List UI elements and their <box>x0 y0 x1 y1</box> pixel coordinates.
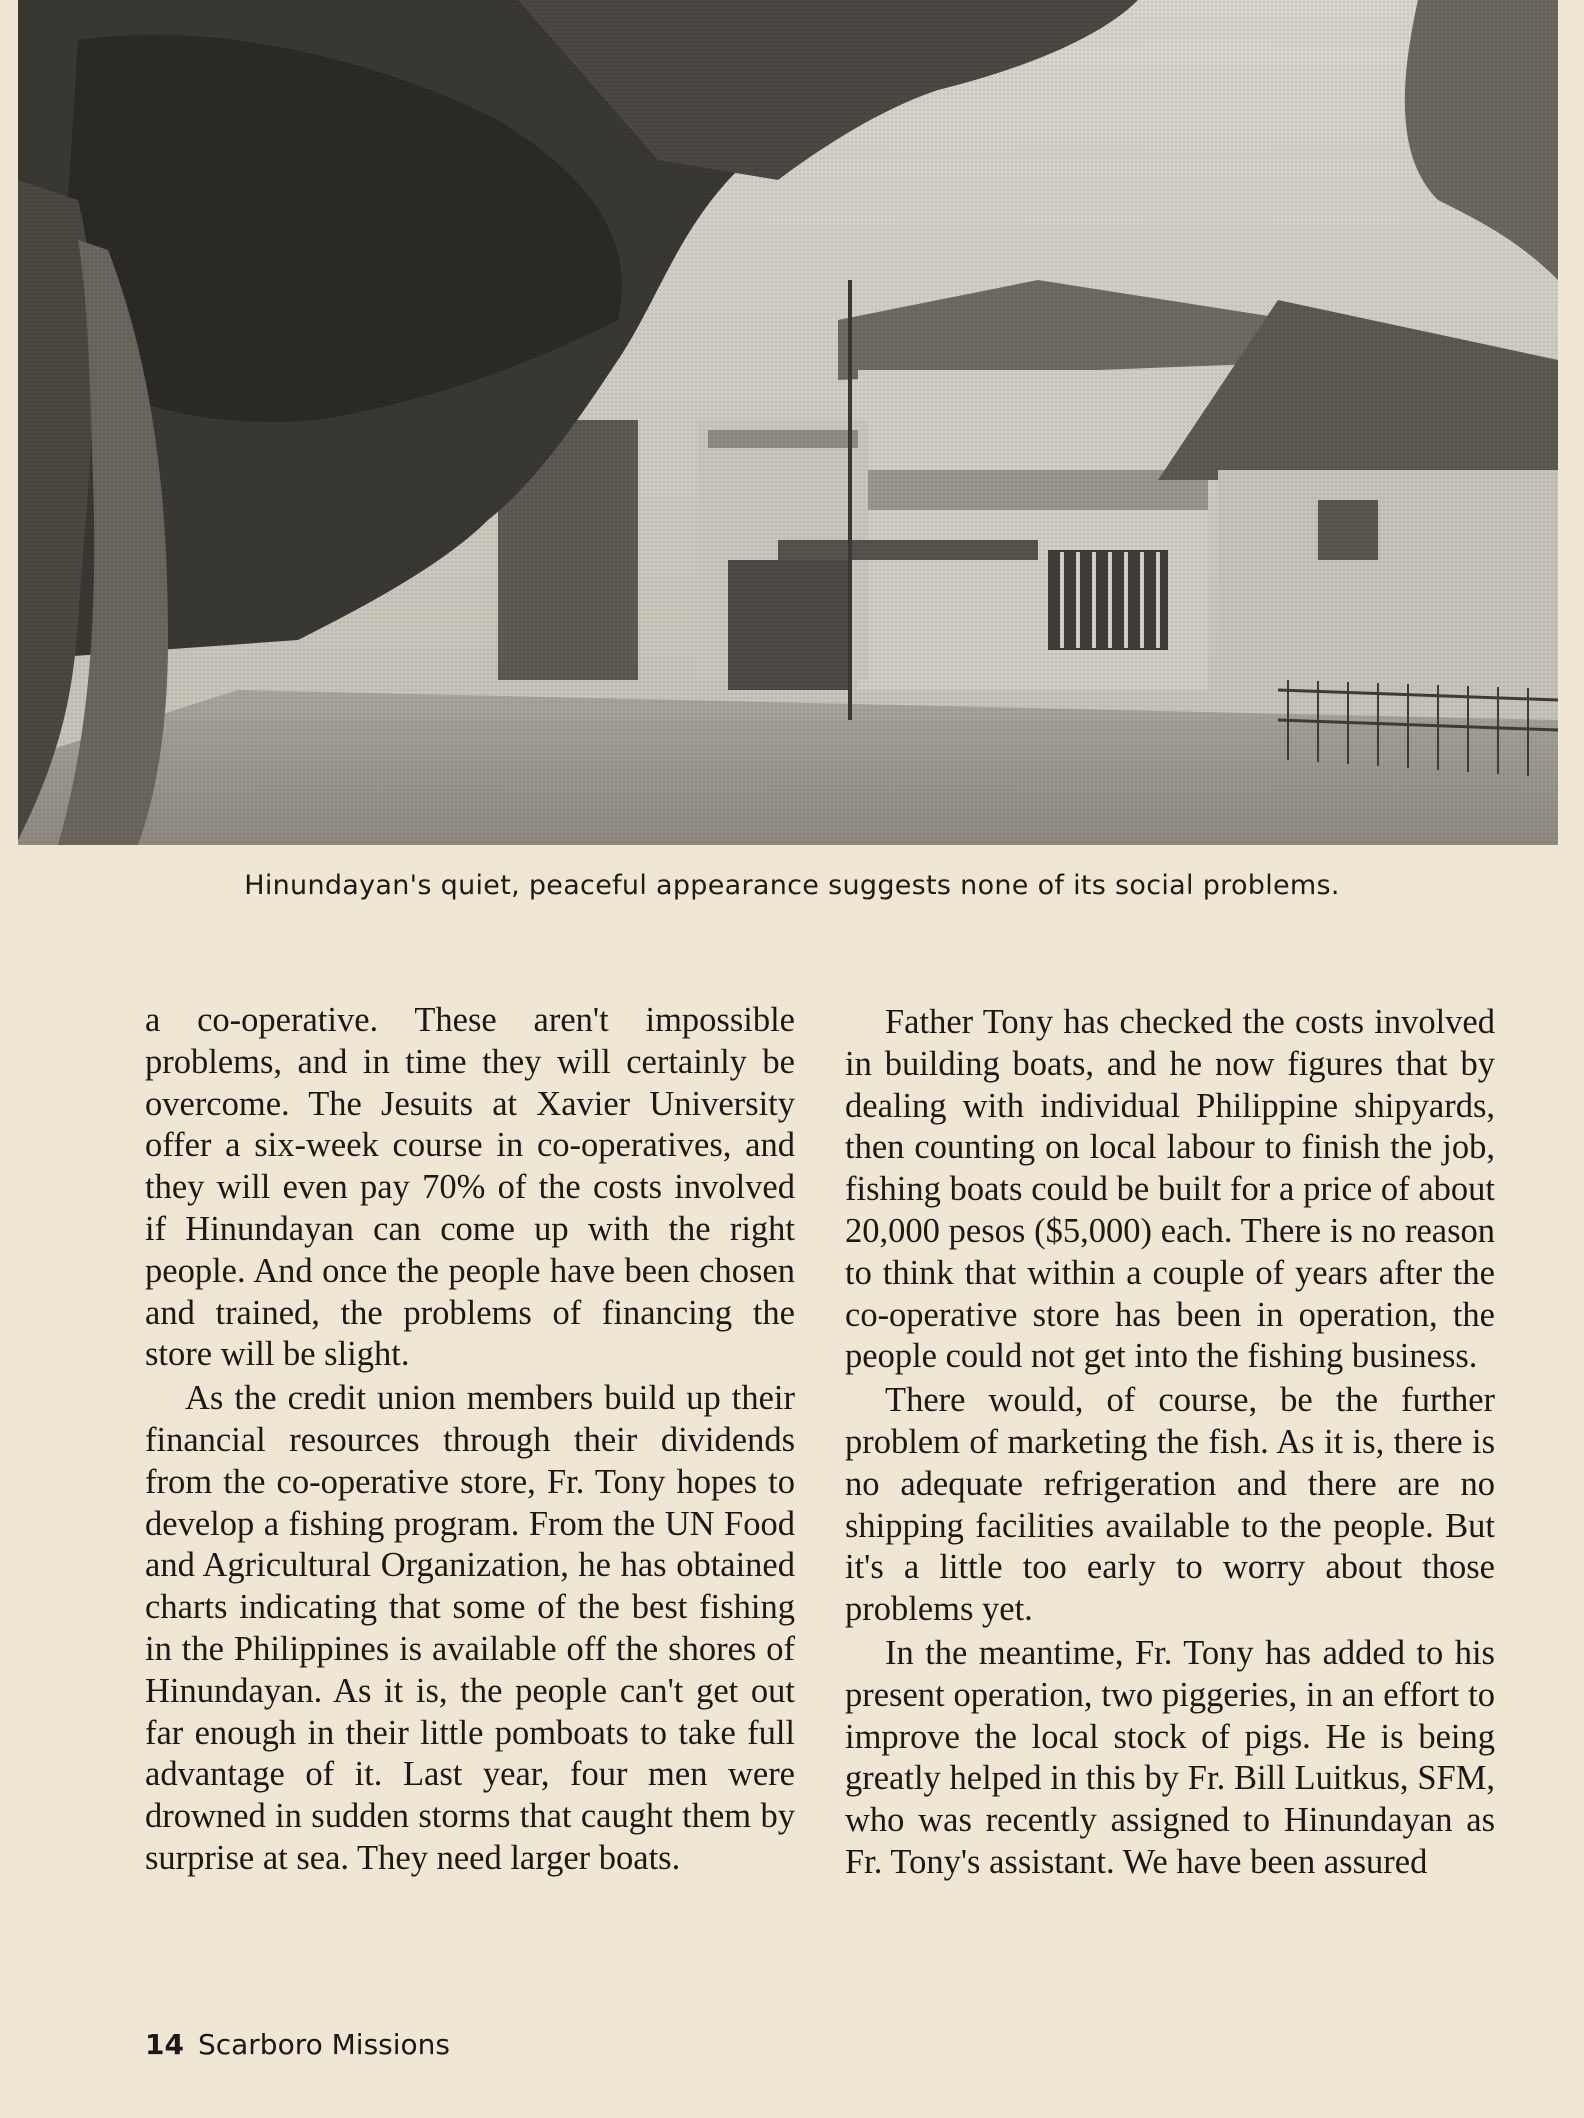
page-footer <box>145 2028 450 2061</box>
right-paragraph-3: In the meantime, Fr. Tony has added to his present operation, two piggeries, in an effort to improve the local stock of pigs. He is being greatly helped in this by Fr. Bill Luitkus, SFM, who was recently assigned to Hinundayan as Fr. Tony's assistant. We have been assured <box>845 1633 1495 1881</box>
left-paragraph-1: a co-operative. These aren't impossible problems, and in time they will certainly be overcome. The Jesuits at Xavier University offer a six-week course in co-operatives, and they will even pay 70% of the costs involved if Hinundayan can come up with the right people. And once the people have been chosen and trained, the problems of financing the store will be slight. <box>145 1001 795 1374</box>
right-paragraph-2: There would, of course, be the further problem of marketing the fish. As it is, there is no adequate refrigeration and there are no shipping facilities available to the people. But it's a little too early to worry about those problems yet. <box>845 1381 1495 1629</box>
street-photo <box>18 0 1558 845</box>
publication-name: Scarboro Missions <box>197 2028 450 2061</box>
left-column <box>145 1000 795 1880</box>
page-number: 14 <box>145 2028 184 2061</box>
left-paragraph-2: As the credit union members build up their financial resources through their dividends from the co-operative store, Fr. Tony hopes to develop a fishing program. From the UN Food and Agricultural Organization, he has obtained charts indicating that some of the best fishing in the Philippines is available off the shores of Hinundayan. As it is, the people can't get out far enough in their little pomboats to take full advantage of it. Last year, four men were drowned in sudden storms that caught them by surprise at sea. They need larger boats. <box>145 1379 795 1877</box>
right-paragraph-1: Father Tony has checked the costs involved in building boats, and he now figures that by dealing with individual Philippine shipyards, then counting on local labour to finish the job, fishing boats could be built for a price of about 20,000 pesos ($5,000) each. There is no reason to think that within a couple of years after the co-operative store has been in operation, the people could not get into the fishing business. <box>845 1003 1495 1376</box>
photo-caption: Hinundayan's quiet, peaceful appearance suggests none of its social problems. <box>244 870 1340 901</box>
right-column <box>845 1000 1495 1884</box>
